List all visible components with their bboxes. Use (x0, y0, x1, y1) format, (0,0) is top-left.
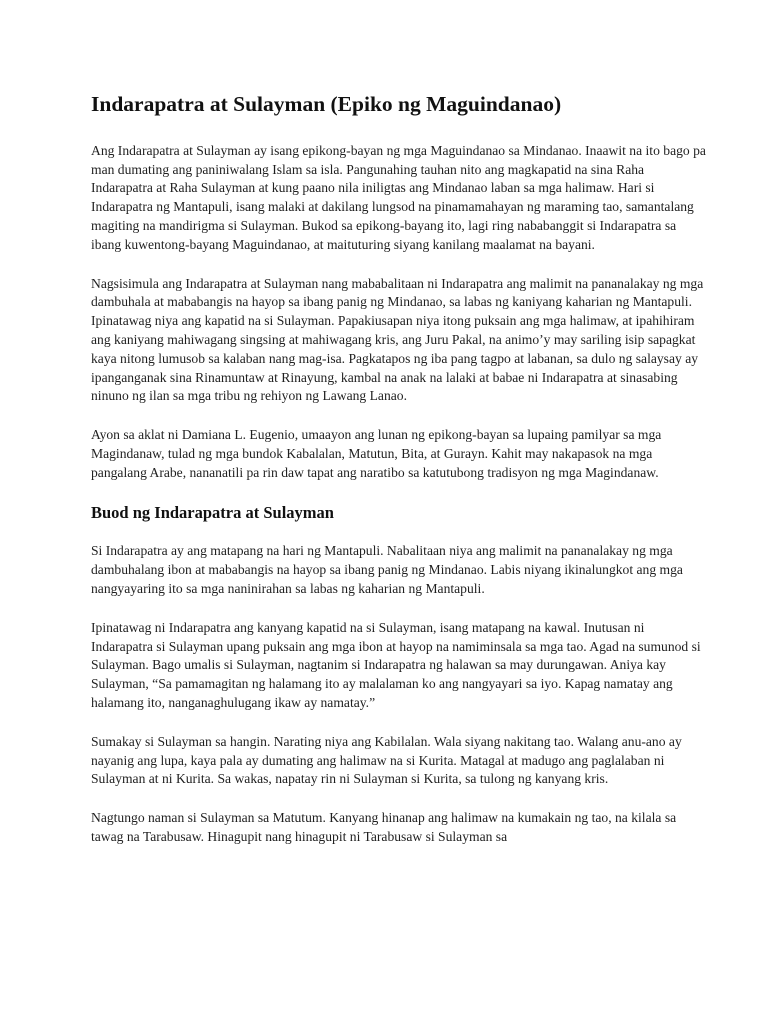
document-title: Indarapatra at Sulayman (Epiko ng Maguindanao) (91, 92, 562, 116)
intro-paragraph: Ayon sa aklat ni Damiana L. Eugenio, umaayon ang lunan ng epikong-bayan sa lupaing pamilyar sa mga Magindanaw, tulad ng mga bundok Kabalalan, Matutun, Bita, at Gurayn. Kahit may nakapasok na mga pangalang Arabe, nananatili pa rin daw tapat ang naratibo sa katutubong tradisyon ng mga Magindanaw. (91, 427, 662, 480)
summary-paragraph: Si Indarapatra ay ang matapang na hari ng Mantapuli. Nabalitaan niya ang malimit na pananalakay ng mga dambuhalang ibon at mababangis na hayop sa ibang panig ng Mindanao. Labis niyang ikinalungkot ang mga nangyayaring ito sa mga naninirahan sa labas ng kaharian ng Mantapuli. (91, 543, 683, 596)
summary-paragraph: Ipinatawag ni Indarapatra ang kanyang kapatid na si Sulayman, isang matapang na kawal. Inutusan ni Indarapatra si Sulayman upang puksain ang mga ibon at hayop na namiminsala sa mga tao. Agad na sumunod si Sulayman. Bago umalis si Sulayman, nagtanim si Indarapatra ng halawan sa may durungawan. Aniya kay Sulayman, “Sa pamamagitan ng halamang ito ay malalaman ko ang nangyayari sa iyo. Kapag namatay ang halamang ito, nanganaghulugang ikaw ay namatay.” (91, 619, 701, 710)
intro-paragraph: Ang Indarapatra at Sulayman ay isang epikong-bayan ng mga Maguindanao sa Mindanao. Inaawit na ito bago pa man dumating ang paniniwalang Islam sa isla. Pangunahing tauhan nito ang magkapatid na sina Raha Indarapatra at Raha Sulayman at kung paano nila iniligtas ang Mindanao laban sa mga halimaw. Hari si Indarapatra ng Mantapuli, isang malaki at dakilang lungsod na pinamamahayan ng maraming tao, samantalang magiting na mandirigma si Sulayman. Bukod sa epikong-bayang ito, lagi ring nababanggit si Indarapatra sa ibang kuwentong-bayang Maguindanao, at maituturing siyang kanilang maalamat na bayani. (91, 142, 706, 252)
summary-paragraph: Nagtungo naman si Sulayman sa Matutum. Kanyang hinanap ang halimaw na kumakain ng tao, na kilala sa tawag na Tarabusaw. Hinagupit nang hinagupit ni Tarabusaw si Sulayman sa (91, 810, 677, 844)
section-heading: Buod ng Indarapatra at Sulayman (91, 502, 334, 522)
summary-paragraph: Sumakay si Sulayman sa hangin. Narating niya ang Kabilalan. Wala siyang nakitang tao. Walang anu-ano ay nayanig ang lupa, kaya pala ay dumating ang halimaw na si Kurita. Matagal at madugo ang paglalaban ni Sulayman at ni Kurita. Sa wakas, napatay rin ni Sulayman si Kurita, sa tulong ng kanyang kris. (91, 733, 682, 787)
intro-paragraph: Nagsisimula ang Indarapatra at Sulayman nang mababalitaan ni Indarapatra ang malimit na pananalakay ng mga dambuhala at mababangis na hayop sa ibang panig ng Mindanao, sa labas ng kaniyang kaharian ng Mantapuli. Ipinatawag niya ang kapatid na si Sulayman. Papakiusapan niya itong puksain ang mga halimaw, at ipahihiram ang kaniyang mahiwagang singsing at mahiwagang kris, ang Juru Pakal, na animo’y may sariling isip sapagkat kaya nitong lumusob sa kalaban nang mag-isa. Pagkatapos ng iba pang tagpo at labanan, sa dulo ng salaysay ay ipanganganak sina Rinamuntaw at Rinayung, kambal na anak na lalaki at babae ni Indarapatra at sinasabing ninuno ng ilan sa mga tribu ng rehiyon ng Lawang Lanao. (91, 275, 704, 404)
